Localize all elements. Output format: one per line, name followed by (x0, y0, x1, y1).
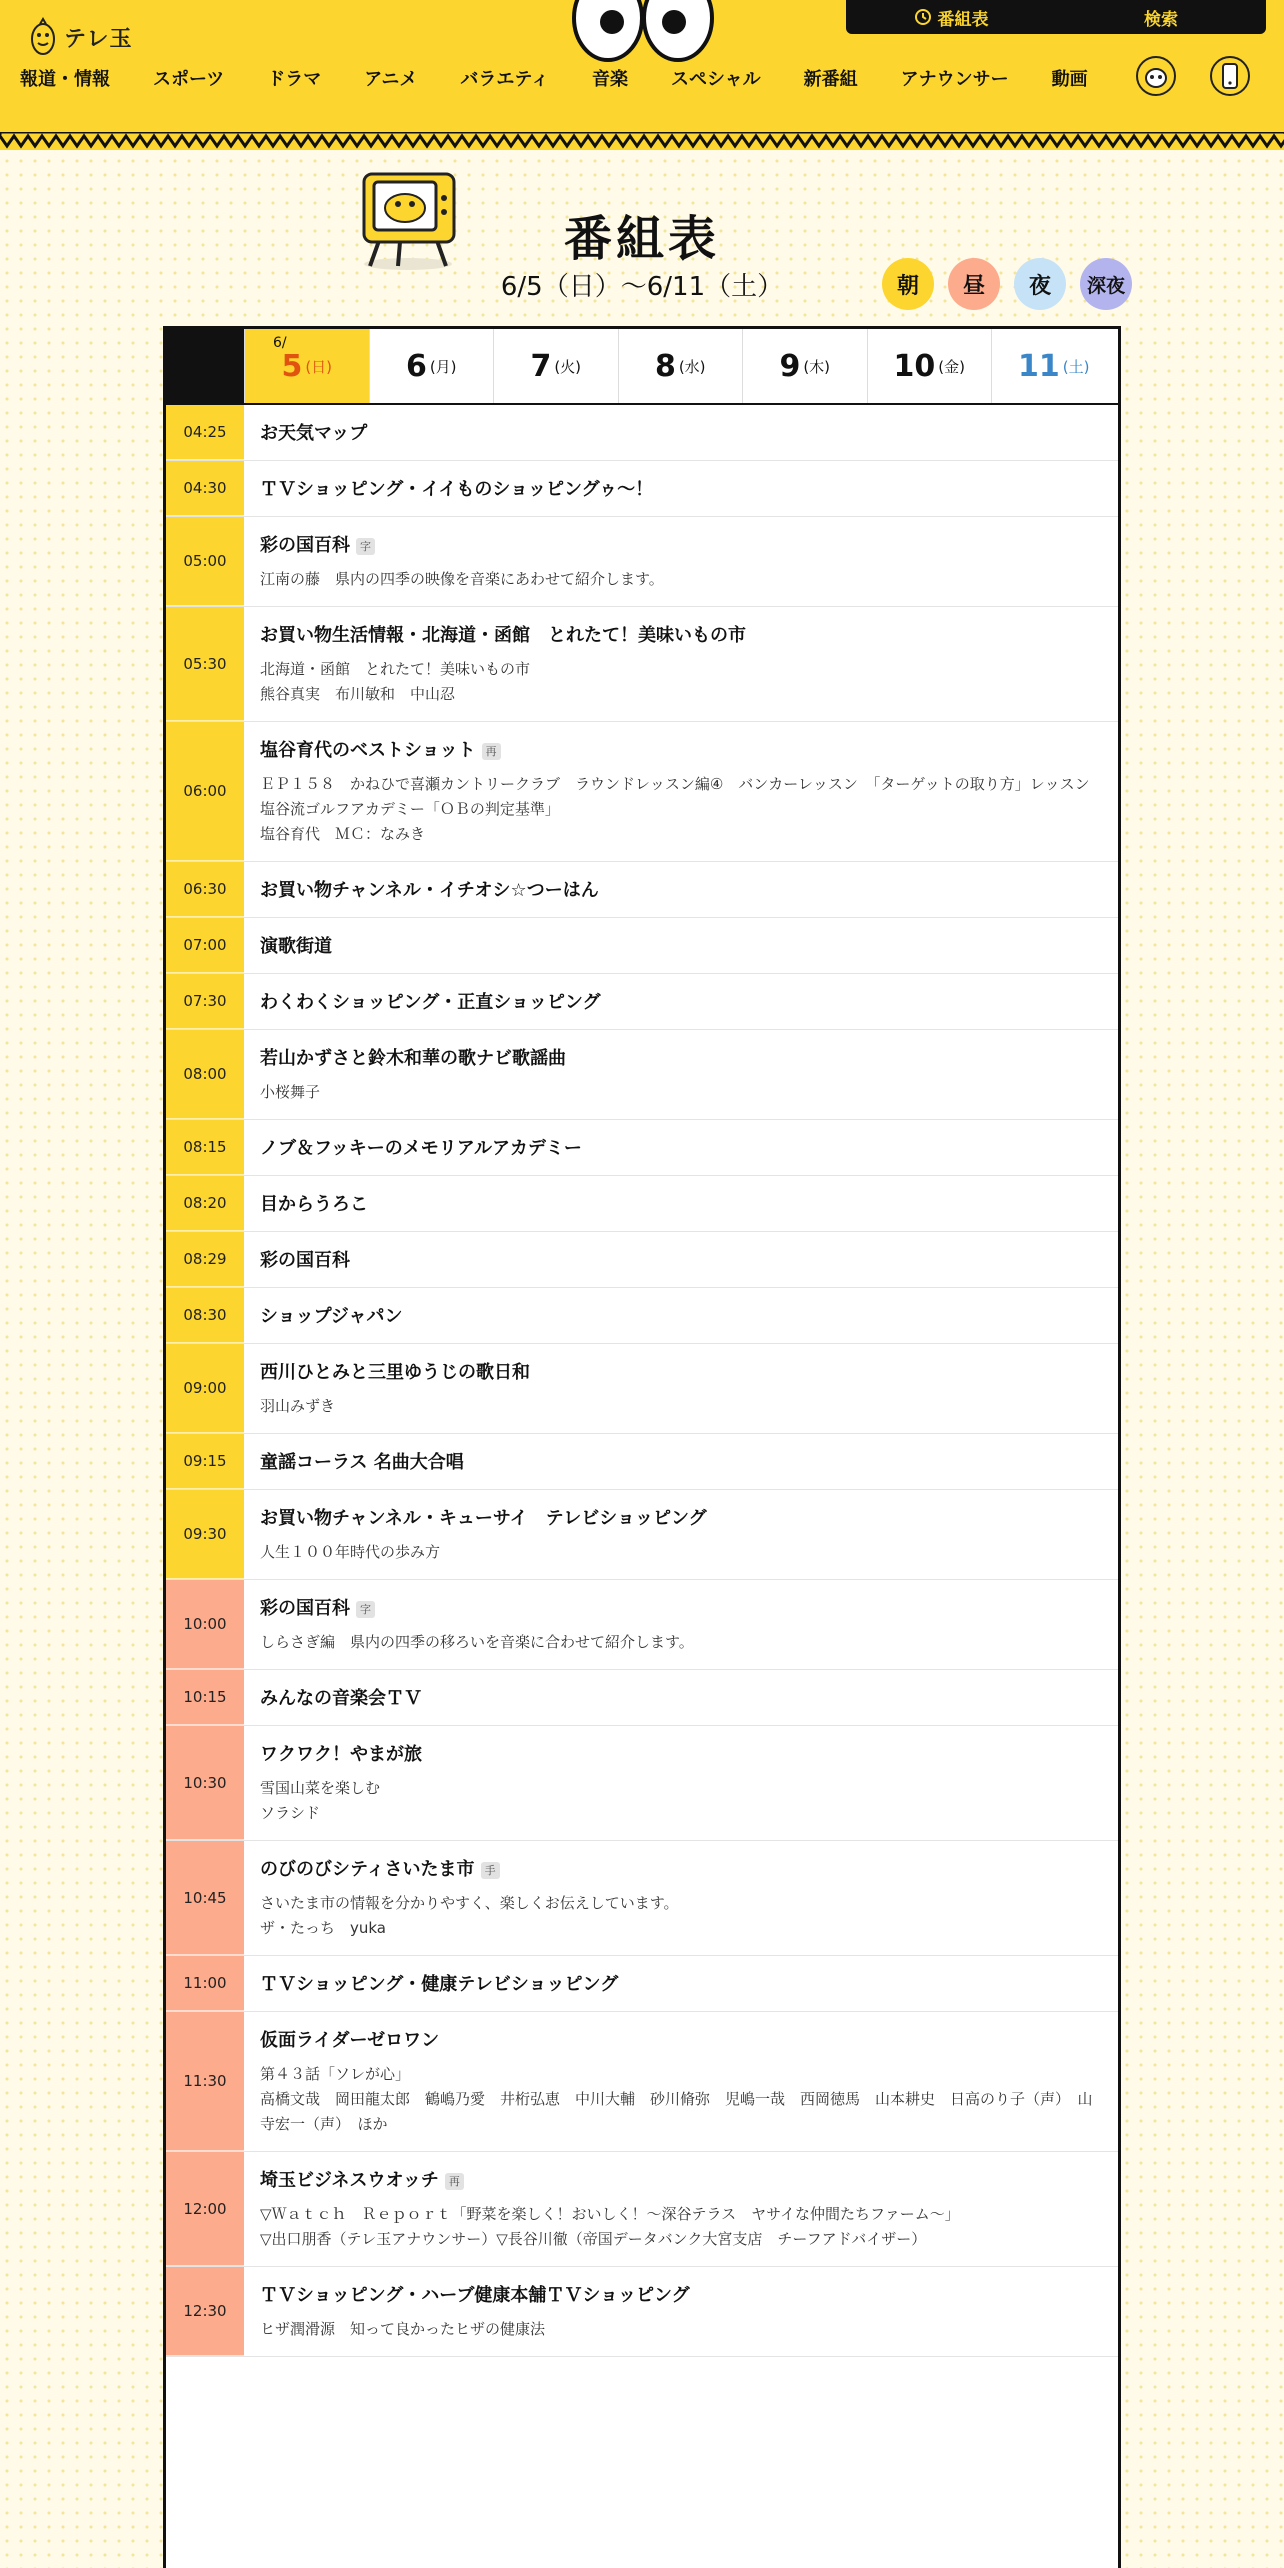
day-of-week: (水) (678, 357, 706, 376)
site-header (0, 0, 1284, 150)
program-time: 10:00 (166, 1580, 244, 1669)
logo-text: テレ玉 (64, 26, 133, 52)
program-row[interactable] (166, 2152, 1118, 2267)
program-title[interactable]: 童謡コーラス 名曲大合唱 (260, 1452, 464, 1473)
program-row[interactable] (166, 1288, 1118, 1344)
program-time: 11:30 (166, 2012, 244, 2151)
program-time: 07:30 (166, 974, 244, 1029)
day-of-week: (金) (938, 357, 965, 376)
mascot-eyes-icon (568, 0, 718, 62)
header-zigzag-edge (0, 132, 1284, 150)
program-time: 06:30 (166, 862, 244, 917)
program-row[interactable] (166, 607, 1118, 722)
program-description-line: ソラシド (260, 1804, 321, 1822)
period-daytime-button[interactable]: 昼 (948, 258, 1000, 310)
program-description-line: 熊谷真実 布川敏和 中山忍 (260, 685, 456, 703)
program-time: 09:30 (166, 1490, 244, 1579)
search-link[interactable] (1056, 0, 1266, 34)
program-title-line (260, 534, 1102, 558)
program-row[interactable] (166, 974, 1118, 1030)
nav-item[interactable]: 報道・情報 (20, 69, 110, 90)
program-title-line (260, 1361, 1102, 1385)
clock-icon (914, 8, 932, 26)
program-schedule (163, 326, 1121, 2568)
program-cell[interactable] (244, 1956, 1118, 2011)
program-cell[interactable] (244, 974, 1118, 1029)
program-title-line (260, 1687, 1102, 1711)
program-title-line (260, 1249, 1102, 1273)
schedule-link[interactable] (846, 0, 1056, 34)
program-row[interactable] (166, 918, 1118, 974)
day-tab[interactable] (618, 329, 743, 403)
program-description-line: さいたま市の情報を分かりやすく、楽しくお伝えしています。 (260, 1894, 679, 1912)
program-title[interactable]: お買い物チャンネル・イチオシ☆つーはん (260, 880, 599, 901)
program-title-line (260, 1507, 1102, 1531)
program-time: 08:30 (166, 1288, 244, 1343)
program-description (260, 1394, 1102, 1419)
program-row[interactable] (166, 1176, 1118, 1232)
program-row[interactable] (166, 1670, 1118, 1726)
period-night-button[interactable]: 夜 (1014, 258, 1066, 310)
program-cell[interactable] (244, 1030, 1118, 1119)
date-range: 6/5（日）〜6/11（土） (500, 272, 784, 302)
program-title-line (260, 1858, 1102, 1882)
program-title[interactable]: 仮面ライダーゼロワン (260, 2030, 440, 2051)
program-title-line (260, 1973, 1102, 1997)
program-cell[interactable] (244, 1288, 1118, 1343)
program-title-line (260, 1193, 1102, 1217)
program-title-line (260, 1305, 1102, 1329)
program-cell[interactable] (244, 722, 1118, 861)
program-description-line: 塩谷育代 ＭＣ：なみき (260, 825, 426, 843)
program-row[interactable] (166, 461, 1118, 517)
program-title-line (260, 1047, 1102, 1071)
program-cell[interactable] (244, 1670, 1118, 1725)
day-tabs (166, 329, 1118, 405)
program-cell[interactable] (244, 517, 1118, 606)
nav-item[interactable]: スペシャル (670, 69, 761, 90)
program-description-line: ザ・たっち yuka (260, 1919, 386, 1937)
day-of-week: (月) (429, 357, 457, 376)
day-number: 10 (893, 348, 936, 384)
program-title[interactable]: 彩の国百科 (260, 1598, 350, 1619)
program-time: 08:00 (166, 1030, 244, 1119)
day-of-week: (火) (554, 357, 582, 376)
program-description-line: 雪国山菜を楽しむ (260, 1779, 381, 1797)
program-title[interactable]: ＴＶショッピング・ハーブ健康本舗ＴＶショッピング (260, 2285, 690, 2306)
program-title-line (260, 2029, 1102, 2053)
day-tab[interactable] (369, 329, 494, 403)
program-cell[interactable] (244, 2012, 1118, 2151)
program-title[interactable]: 塩谷育代のベストショット (260, 740, 476, 761)
search-link-label: 検索 (1144, 9, 1178, 30)
program-time: 05:00 (166, 517, 244, 606)
mascot-logo-icon (30, 17, 56, 57)
program-cell[interactable] (244, 2267, 1118, 2356)
program-description-line: ＥＰ１５８ かねひで喜瀬カントリークラブ ラウンドレッスン編④ バンカーレッスン 「ターゲットの取り方」レッスン 塩谷流ゴルフアカデミー「ＯＢの判定基準」 (260, 775, 1105, 818)
program-badge: 再 (482, 743, 501, 760)
program-title[interactable]: ＴＶショッピング・イイものショッピングゥ～！ (260, 479, 654, 500)
program-description-line: 北海道・函館 とれたて！美味いもの市 (260, 660, 531, 678)
program-time: 08:29 (166, 1232, 244, 1287)
day-of-week: (木) (803, 357, 831, 376)
period-latenight-button[interactable]: 深夜 (1080, 258, 1132, 310)
program-title[interactable]: 目からうろこ (260, 1194, 368, 1215)
schedule-link-label: 番組表 (937, 9, 989, 30)
program-row[interactable] (166, 1434, 1118, 1490)
program-title-line (260, 1597, 1102, 1621)
program-title-line (260, 1451, 1102, 1475)
program-description (260, 567, 1102, 592)
day-of-week: (日) (305, 357, 333, 376)
program-time: 09:15 (166, 1434, 244, 1489)
site-logo[interactable] (30, 14, 133, 60)
program-description (260, 1080, 1102, 1105)
program-time: 10:45 (166, 1841, 244, 1955)
program-description-line: 第４３話「ソレが心」 (260, 2065, 411, 2083)
program-row[interactable] (166, 1726, 1118, 1841)
program-description (260, 657, 1102, 707)
program-cell[interactable] (244, 461, 1118, 516)
program-title[interactable]: お買い物生活情報・北海道・函館 とれたて！美味いもの市 (260, 625, 746, 646)
program-badge: 手 (481, 1862, 500, 1879)
program-cell[interactable] (244, 918, 1118, 973)
nav-item[interactable]: 動画 (1051, 69, 1088, 90)
program-title[interactable]: 彩の国百科 (260, 535, 350, 556)
program-time: 04:25 (166, 405, 244, 460)
program-cell[interactable] (244, 1232, 1118, 1287)
day-tab[interactable] (493, 329, 618, 403)
program-time: 06:00 (166, 722, 244, 861)
day-number: 7 (530, 348, 552, 384)
program-title-line (260, 935, 1102, 959)
program-description-line: ▽Ｗａｔｃｈ Ｒｅｐｏｒｔ「野菜を楽しく！おいしく！～深谷テラス ヤサイな仲間たちファーム～」 (260, 2205, 960, 2223)
day-tab[interactable] (244, 329, 369, 403)
program-cell[interactable] (244, 1176, 1118, 1231)
smartphone-icon (1219, 62, 1241, 90)
program-row[interactable] (166, 722, 1118, 862)
utility-bar (846, 0, 1266, 34)
program-cell[interactable] (244, 1841, 1118, 1955)
program-description (260, 1630, 1102, 1655)
day-month: 6/ (273, 335, 287, 351)
program-badge: 字 (356, 538, 375, 555)
program-title[interactable]: ノブ＆フッキーのメモリアルアカデミー (260, 1138, 582, 1159)
program-description-line: 江南の藤 県内の四季の映像を音楽にあわせて紹介します。 (260, 570, 664, 588)
program-title[interactable]: 彩の国百科 (260, 1250, 350, 1271)
program-description-line: 高橋文哉 岡田龍太郎 鶴嶋乃愛 井桁弘恵 中川大輔 砂川脩弥 児嶋一哉 西岡徳馬 山本耕史 日高のり子（声） 山寺宏一（声） ほか (260, 2090, 1093, 2133)
program-title[interactable]: わくわくショッピング・正直ショッピング (260, 992, 601, 1013)
day-number: 11 (1018, 348, 1060, 384)
program-title[interactable]: お天気マップ (260, 423, 368, 444)
program-title[interactable]: 埼玉ビジネスウオッチ (260, 2170, 439, 2191)
nav-item[interactable]: 音楽 (591, 69, 628, 90)
program-title[interactable]: ＴＶショッピング・健康テレビショッピング (260, 1974, 619, 1995)
program-description-line: 羽山みずき (260, 1397, 336, 1415)
program-description-line: 小桜舞子 (260, 1083, 321, 1101)
program-title-line (260, 2169, 1102, 2193)
program-row[interactable] (166, 2267, 1118, 2357)
program-row[interactable] (166, 1232, 1118, 1288)
program-title-line (260, 2284, 1102, 2308)
program-title[interactable]: お買い物チャンネル・キューサイ テレビショッピング (260, 1508, 707, 1529)
program-title[interactable]: のびのびシティさいたま市 (260, 1859, 475, 1880)
nav-item[interactable]: ドラマ (267, 69, 322, 90)
program-cell[interactable] (244, 1434, 1118, 1489)
program-title-line (260, 739, 1102, 763)
program-title-line (260, 879, 1102, 903)
program-time: 12:00 (166, 2152, 244, 2266)
program-cell[interactable] (244, 862, 1118, 917)
program-time: 08:15 (166, 1120, 244, 1175)
program-time: 04:30 (166, 461, 244, 516)
program-time: 11:00 (166, 1956, 244, 2011)
nav-item[interactable]: アナウンサー (900, 69, 1009, 90)
program-time: 10:15 (166, 1670, 244, 1725)
program-title[interactable]: 演歌街道 (260, 936, 332, 957)
nav-item[interactable]: アニメ (364, 69, 418, 90)
day-tab[interactable] (742, 329, 867, 403)
program-description (260, 2202, 1102, 2252)
program-row[interactable] (166, 1030, 1118, 1120)
time-period-selector (882, 258, 1132, 310)
nav-item[interactable]: スポーツ (153, 69, 225, 90)
program-cell[interactable] (244, 607, 1118, 721)
program-description-line: 人生１００年時代の歩み方 (260, 1543, 441, 1561)
program-badge: 字 (356, 1601, 375, 1618)
program-time: 10:30 (166, 1726, 244, 1840)
program-description (260, 772, 1105, 847)
main-nav (20, 62, 1220, 94)
program-cell[interactable] (244, 1726, 1118, 1840)
program-badge: 再 (445, 2173, 464, 2190)
program-cell[interactable] (244, 1344, 1118, 1433)
program-title-line (260, 422, 1102, 446)
program-description (260, 1540, 1102, 1565)
program-time: 07:00 (166, 918, 244, 973)
program-time: 12:30 (166, 2267, 244, 2356)
program-description (260, 2062, 1102, 2137)
nav-item[interactable]: バラエティ (460, 69, 549, 90)
program-description (260, 2317, 1102, 2342)
page-title: 番組表 (563, 211, 720, 267)
program-list (166, 405, 1118, 2357)
program-title-line (260, 1743, 1102, 1767)
day-number: 5 (281, 348, 303, 384)
program-title[interactable]: みんなの音楽会ＴＶ (260, 1688, 422, 1709)
program-title[interactable]: ワクワク！やまが旅 (260, 1744, 422, 1765)
program-row[interactable] (166, 1956, 1118, 2012)
program-row[interactable] (166, 1344, 1118, 1434)
program-description (260, 1776, 1102, 1826)
mascot-face-icon (1143, 63, 1169, 89)
nav-item[interactable]: 新番組 (803, 69, 858, 90)
program-row[interactable] (166, 862, 1118, 918)
day-of-week: (土) (1062, 357, 1090, 376)
program-description-line: ▽出口朋香（テレ玉アナウンサー）▽長谷川徹（帝国データバンク大宮支店 チーフアドバイザー） (260, 2230, 927, 2248)
mascot-button[interactable] (1136, 56, 1176, 96)
day-tab[interactable] (867, 329, 992, 403)
program-description-line: しらさぎ編 県内の四季の移ろいを音楽に合わせて紹介します。 (260, 1633, 694, 1651)
program-row[interactable] (166, 405, 1118, 461)
header-corner (166, 329, 244, 403)
program-time: 05:30 (166, 607, 244, 721)
day-tab[interactable] (991, 329, 1116, 403)
day-number: 8 (654, 348, 676, 384)
program-cell[interactable] (244, 1490, 1118, 1579)
program-title-line (260, 478, 1102, 502)
program-title-line (260, 624, 1102, 648)
program-title[interactable]: 西川ひとみと三里ゆうじの歌日和 (260, 1362, 530, 1383)
program-cell[interactable] (244, 405, 1118, 460)
program-title[interactable]: 若山かずさと鈴木和華の歌ナビ歌謡曲 (260, 1048, 566, 1069)
program-cell[interactable] (244, 2152, 1118, 2266)
program-row[interactable] (166, 1841, 1118, 1956)
program-time: 09:00 (166, 1344, 244, 1433)
program-description (260, 1891, 1102, 1941)
program-row[interactable] (166, 1490, 1118, 1580)
program-row[interactable] (166, 1120, 1118, 1176)
program-time: 08:20 (166, 1176, 244, 1231)
program-row[interactable] (166, 517, 1118, 607)
program-row[interactable] (166, 2012, 1118, 2152)
period-morning-button[interactable]: 朝 (882, 258, 934, 310)
program-title-line (260, 991, 1102, 1015)
program-cell[interactable] (244, 1580, 1118, 1669)
program-cell[interactable] (244, 1120, 1118, 1175)
day-number: 9 (779, 348, 801, 384)
program-title-line (260, 1137, 1102, 1161)
program-title[interactable]: ショップジャパン (260, 1306, 403, 1327)
day-number: 6 (405, 348, 427, 384)
program-row[interactable] (166, 1580, 1118, 1670)
program-description-line: ヒザ潤滑源 知って良かったヒザの健康法 (260, 2320, 546, 2338)
app-button[interactable] (1210, 56, 1250, 96)
